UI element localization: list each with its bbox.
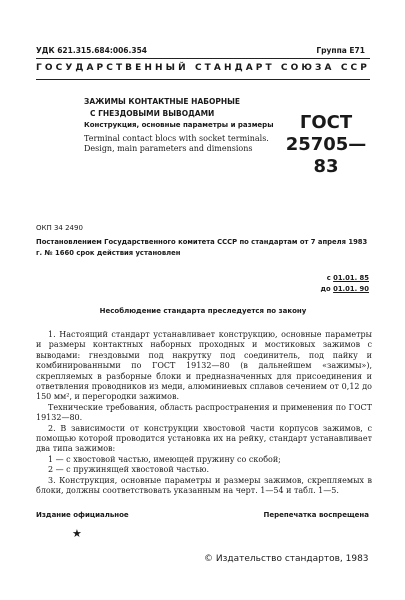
validity-to-date: 01.01. 90 — [333, 285, 369, 293]
validity-from-date: 01.01. 85 — [333, 274, 369, 282]
law-notice: Несоблюдение стандарта преследуется по закону — [99, 307, 307, 315]
udk-code: УДК 621.315.684:006.354 — [36, 46, 148, 55]
body-paragraph-4: 1 — с хвостовой частью, имеющей пружину со скобой; — [48, 454, 281, 464]
group-code: Группа Е71 — [316, 46, 365, 55]
body-paragraph-5: 2 — с пружинящей хвостовой частью. — [48, 465, 210, 475]
body-paragraph-3: 2. В зависимости от конструкции хвостовой части корпусов зажимов, с помощью которой проводится установка их на рейку, стандарт устанавливает два типа зажимов: — [36, 423, 372, 454]
validity-dates — [321, 273, 369, 295]
copyright-line: © Издательство стандартов, 1983 — [204, 554, 369, 564]
okp-code: ОКП 34 2490 — [36, 224, 83, 232]
heading-divider — [36, 79, 370, 80]
validity-from — [321, 273, 369, 284]
gost-number: 25705—83 — [285, 134, 367, 177]
official-edition-label: Издание официальное — [36, 511, 129, 519]
validity-to — [321, 284, 369, 295]
standard-heading: ГОСУДАРСТВЕННЫЙ СТАНДАРТ СОЮЗА ССР — [36, 63, 370, 73]
title-en-line2: Design, main parameters and dimensions — [84, 144, 253, 153]
validity-to-prefix: до — [320, 285, 331, 293]
star-icon: ★ — [72, 527, 82, 540]
body-paragraph-2: Технические требования, область распространения и применения по ГОСТ 19132—80. — [36, 402, 372, 423]
title-en-line1: Terminal contact blocs with socket terminals. — [84, 134, 269, 143]
validity-from-prefix: с — [326, 274, 331, 282]
title-ru-line2: С ГНЕЗДОВЫМИ ВЫВОДАМИ — [90, 109, 215, 118]
title-block — [84, 96, 274, 154]
decree-text: Постановлением Государственного комитета СССР по стандартам от 7 апреля 1983 г. № 1660 срок действия установлен — [36, 238, 368, 257]
gost-number-block — [280, 112, 372, 178]
title-ru-line3: Конструкция, основные параметры и размеры — [84, 121, 274, 129]
reprint-prohibited-label: Перепечатка воспрещена — [263, 511, 369, 519]
body-paragraph-6: 3. Конструкция, основные параметры и размеры зажимов, скрепляемых в блоки, должны соответствовать указанным на черт. 1—54 и табл. 1—5. — [36, 475, 372, 496]
title-ru-line1: ЗАЖИМЫ КОНТАКТНЫЕ НАБОРНЫЕ — [84, 97, 241, 106]
body-text — [36, 330, 372, 497]
gost-label: ГОСТ — [299, 112, 353, 133]
top-divider — [36, 58, 370, 59]
body-paragraph-1: 1. Настоящий стандарт устанавливает конструкцию, основные параметры и размеры контактных наборных проходных и мостиковых зажимов с выводами: гнездовыми под накрутку под соединитель, под пайку и комбинированными по ГОСТ 19132—80 (в дальнейшем «зажимы»), скрепляемых в разборные блоки и предназначенных для присоединения и ответвления проводников из меди, алюминиевых сплавов сечением от 0,12 до 150 мм², и перегородки зажимов. — [36, 330, 372, 402]
